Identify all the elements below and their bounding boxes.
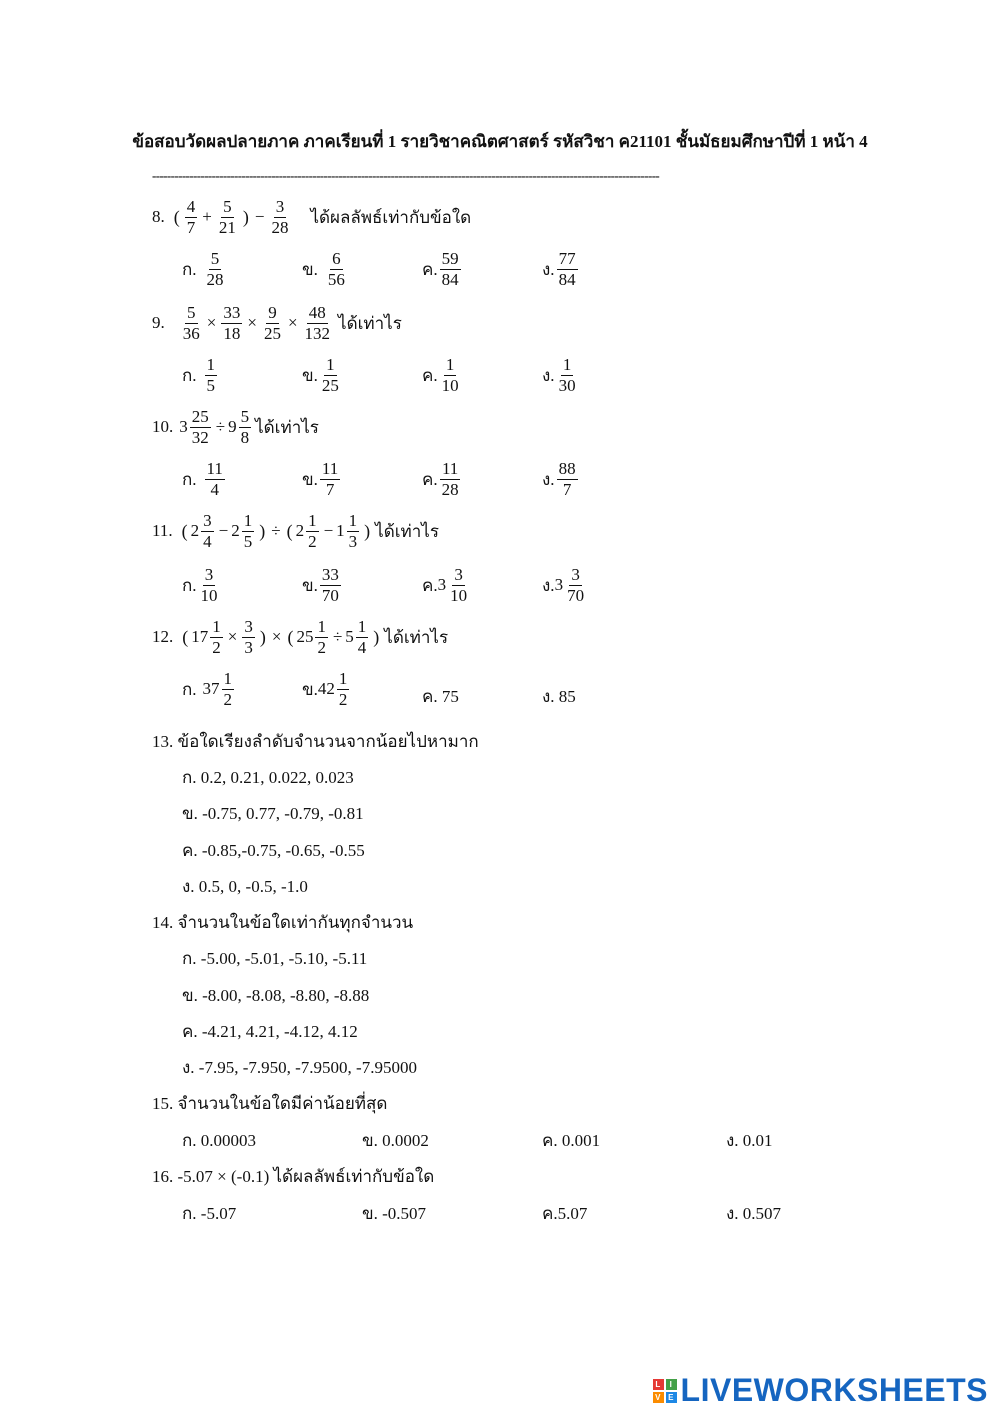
- fraction: $\frac{59}{84}$: [441, 249, 459, 289]
- fraction: $\frac{1}{10}$: [441, 355, 459, 395]
- fraction: $\frac{1}{3}$: [348, 511, 358, 551]
- question-14: 14. จำนวนในข้อใดเท่ากันทุกจำนวน: [152, 913, 414, 932]
- fraction: $\frac{33}{70}$: [321, 565, 339, 605]
- question-text: ได้เท่าไร: [375, 521, 439, 541]
- liveworksheets-logo-icon: L I V E: [653, 1379, 677, 1403]
- choice-b[interactable]: ข. $\frac{11}{7}$: [302, 459, 339, 499]
- fraction: $\frac{4}{7}$: [186, 197, 196, 237]
- choice-c[interactable]: ค. $\frac{1}{10}$: [422, 355, 459, 395]
- fraction: $\frac{1}{2}$: [308, 511, 317, 551]
- fraction: $\frac{3}{4}$: [203, 511, 212, 551]
- choice-b[interactable]: ข. $\frac{1}{25}$: [302, 355, 339, 395]
- question-number: 12.: [152, 627, 174, 647]
- fraction: $\frac{33}{18}$: [223, 303, 241, 343]
- fraction: $\frac{1}{2}$: [317, 617, 326, 657]
- fraction: $\frac{1}{2}$: [223, 669, 233, 709]
- choice-a[interactable]: ก. 0.2, 0.21, 0.022, 0.023: [182, 768, 354, 787]
- fraction: $\frac{1}{5}$: [206, 355, 216, 395]
- choice-c[interactable]: ค. -4.21, 4.21, -4.12, 4.12: [182, 1022, 358, 1041]
- question-13: 13. ข้อใดเรียงลำดับจำนวนจากน้อยไปหามาก: [152, 732, 479, 751]
- fraction: $\frac{6}{56}$: [327, 249, 345, 289]
- fraction: $\frac{3}{3}$: [244, 617, 253, 657]
- choice-c[interactable]: ค.5.07: [542, 1204, 588, 1223]
- fraction: $\frac{3}{10}$: [450, 565, 468, 605]
- question-8: 8. ( $\frac{4}{7}$ + $\frac{5}{21}$ ) − $\frac{3}{28}$ ได้ผลลัพธ์เท่ากับข้อใด: [152, 197, 472, 237]
- question-9: 9. $\frac{5}{36}$ × $\frac{33}{18}$ × $\frac{9}{25}$ × $\frac{48}{132}$ ได้เท่าไร: [152, 303, 402, 343]
- question-number: 9.: [152, 313, 165, 333]
- choice-d[interactable]: ง. 3 $\frac{3}{70}$: [542, 565, 585, 605]
- question-text: ได้ผลลัพธ์เท่ากับข้อใด: [310, 207, 472, 227]
- question-number: 11.: [152, 521, 173, 541]
- fraction: $\frac{5}{36}$: [182, 303, 200, 343]
- fraction: $\frac{11}{4}$: [206, 459, 223, 499]
- choice-b[interactable]: ข. $\frac{6}{56}$: [302, 249, 345, 289]
- choice-a[interactable]: ก. 37 $\frac{1}{2}$: [182, 669, 233, 709]
- choice-d[interactable]: ง. $\frac{77}{84}$: [542, 249, 576, 289]
- choice-a[interactable]: ก. -5.07: [182, 1204, 237, 1223]
- fraction: $\frac{5}{28}$: [206, 249, 224, 289]
- fraction: $\frac{25}{32}$: [191, 407, 209, 447]
- choice-b[interactable]: ข. -0.507: [362, 1204, 427, 1223]
- liveworksheets-logo: [653, 1372, 988, 1409]
- fraction: $\frac{1}{2}$: [212, 617, 221, 657]
- question-number: 10.: [152, 417, 174, 437]
- choice-d[interactable]: ง. $\frac{88}{7}$: [542, 459, 576, 499]
- choice-c[interactable]: ค. -0.85,-0.75, -0.65, -0.55: [182, 841, 365, 860]
- choice-c[interactable]: ค. 75: [422, 687, 459, 706]
- fraction: $\frac{1}{2}$: [338, 669, 348, 709]
- fraction: $\frac{1}{30}$: [558, 355, 576, 395]
- header-divider: ----------------------------------------------------------------------------------------------------------------------------------------: [152, 168, 660, 183]
- question-text: ได้เท่าไร: [255, 417, 319, 437]
- fraction: $\frac{1}{4}$: [357, 617, 367, 657]
- question-16: 16. -5.07 × (-0.1) ได้ผลลัพธ์เท่ากับข้อใด: [152, 1167, 435, 1186]
- question-11: 11. ( 2 $\frac{3}{4}$ − 2 $\frac{1}{5}$ ) ÷ ( 2 $\frac{1}{2}$ − 1 $\frac{1}{3}$ ) ได้เท่าไร: [152, 511, 439, 551]
- choice-b[interactable]: ข. 42 $\frac{1}{2}$: [302, 669, 348, 709]
- fraction: $\frac{3}{10}$: [200, 565, 218, 605]
- question-number: 8.: [152, 207, 165, 227]
- page-header: ข้อสอบวัดผลปลายภาค ภาคเรียนที่ 1 รายวิชาคณิตศาสตร์ รหัสวิชา ค21101 ชั้นมัธยมศึกษาปีที่ 1 หน้า 4: [132, 132, 868, 151]
- fraction: $\frac{11}{28}$: [441, 459, 459, 499]
- liveworksheets-logo-text: LIVEWORKSHEETS: [680, 1372, 988, 1408]
- fraction: $\frac{48}{132}$: [304, 303, 331, 343]
- choice-b[interactable]: ข. 0.0002: [362, 1131, 429, 1150]
- fraction: $\frac{11}{7}$: [321, 459, 339, 499]
- choice-a[interactable]: ก. $\frac{5}{28}$: [182, 249, 224, 289]
- choice-a[interactable]: ก. $\frac{1}{5}$: [182, 355, 216, 395]
- choice-d[interactable]: ง. 0.01: [726, 1131, 773, 1150]
- choice-c[interactable]: ค. 0.001: [542, 1131, 601, 1150]
- fraction: $\frac{5}{21}$: [218, 197, 236, 237]
- fraction: $\frac{77}{84}$: [558, 249, 576, 289]
- choice-c[interactable]: ค. $\frac{11}{28}$: [422, 459, 459, 499]
- choice-b[interactable]: ข. -8.00, -8.08, -8.80, -8.88: [182, 986, 370, 1005]
- choice-c[interactable]: ค. $\frac{59}{84}$: [422, 249, 459, 289]
- choice-a[interactable]: ก. -5.00, -5.01, -5.10, -5.11: [182, 949, 368, 968]
- choice-d[interactable]: ง. -7.95, -7.950, -7.9500, -7.95000: [182, 1058, 417, 1077]
- question-10: 10. 3 $\frac{25}{32}$ ÷ 9 $\frac{5}{8}$ ได้เท่าไร: [152, 407, 319, 447]
- choice-d[interactable]: ง. 85: [542, 687, 576, 706]
- choice-c[interactable]: ค. 3 $\frac{3}{10}$: [422, 565, 468, 605]
- choice-d[interactable]: ง. 0.507: [726, 1204, 782, 1223]
- fraction: $\frac{3}{28}$: [271, 197, 289, 237]
- choice-b[interactable]: ข. $\frac{33}{70}$: [302, 565, 339, 605]
- choice-a[interactable]: ก. $\frac{11}{4}$: [182, 459, 223, 499]
- choice-a[interactable]: ก. $\frac{3}{10}$: [182, 565, 218, 605]
- fraction: $\frac{1}{25}$: [321, 355, 339, 395]
- question-12: 12. ( 17 $\frac{1}{2}$ × $\frac{3}{3}$ ) × ( 25 $\frac{1}{2}$ ÷ 5 $\frac{1}{4}$ ) ได้เท่าไร: [152, 617, 449, 657]
- fraction: $\frac{88}{7}$: [558, 459, 576, 499]
- fraction: $\frac{5}{8}$: [240, 407, 250, 447]
- question-text: ได้เท่าไร: [338, 313, 402, 333]
- question-15: 15. จำนวนในข้อใดมีค่าน้อยที่สุด: [152, 1094, 388, 1113]
- choice-b[interactable]: ข. -0.75, 0.77, -0.79, -0.81: [182, 804, 364, 823]
- question-text: ได้เท่าไร: [384, 627, 449, 647]
- fraction: $\frac{9}{25}$: [263, 303, 281, 343]
- choice-d[interactable]: ง. $\frac{1}{30}$: [542, 355, 576, 395]
- choice-a[interactable]: ก. 0.00003: [182, 1131, 257, 1150]
- fraction: $\frac{3}{70}$: [567, 565, 585, 605]
- choice-d[interactable]: ง. 0.5, 0, -0.5, -1.0: [182, 877, 308, 896]
- fraction: $\frac{1}{5}$: [243, 511, 253, 551]
